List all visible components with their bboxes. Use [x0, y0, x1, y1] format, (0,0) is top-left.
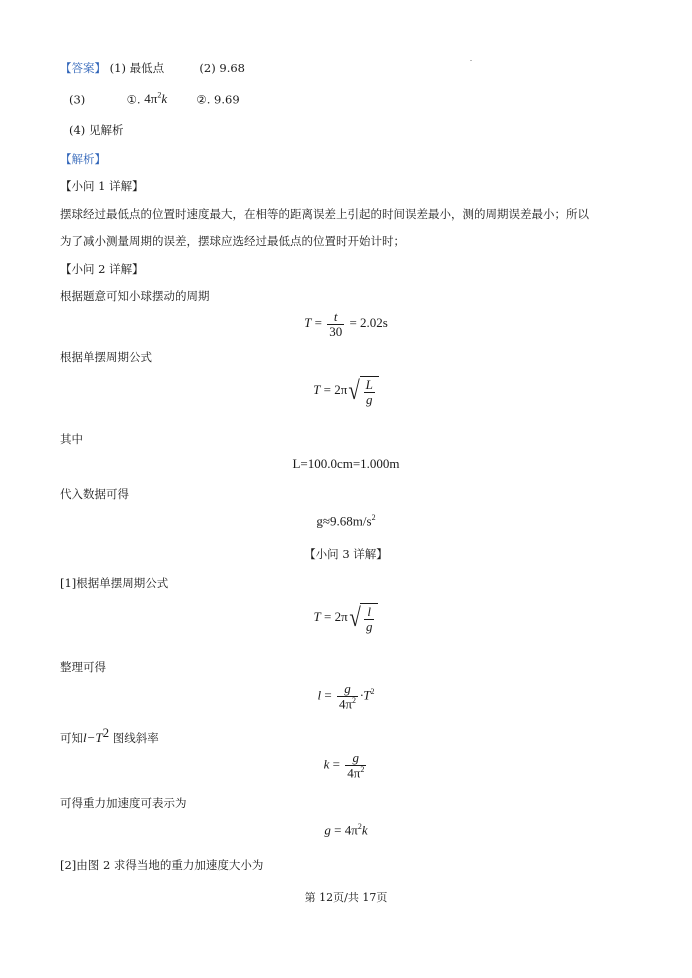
equation-pendulum-period-2 — [0, 603, 692, 633]
eq8-rhs: 4π — [344, 822, 358, 838]
eq7-lhs: k — [323, 756, 330, 772]
eq2-equals: = — [323, 382, 331, 398]
answer-part-2-num: (2) — [199, 61, 216, 75]
q2-heading: 【小问 2 详解】 — [60, 262, 144, 276]
equation-period-value — [0, 310, 692, 338]
equation-gravity-result — [0, 513, 692, 529]
eq1-fraction — [327, 310, 344, 338]
eq8-lhs: g — [324, 822, 331, 838]
eq6-numerator: g — [337, 682, 358, 697]
q3-heading: 【小问 3 详解】 — [304, 547, 388, 561]
eq8-var: k — [361, 822, 368, 838]
eq7-fraction — [345, 751, 366, 780]
answer-line-3 — [69, 91, 240, 107]
eq1-result: 2.02s — [360, 315, 388, 331]
q3-line-3 — [60, 725, 159, 746]
eq1-lhs: T — [304, 315, 312, 331]
q1-heading: 【小问 1 详解】 — [60, 179, 144, 193]
equation-rearranged — [0, 682, 692, 711]
answer-line-4 — [69, 122, 123, 138]
eq2-denominator: g — [365, 391, 373, 407]
eq6-equals: = — [324, 687, 332, 703]
answer-part-4-num: (4) — [69, 123, 86, 137]
eq2-coefficient: 2π — [334, 382, 348, 398]
q2-line-2: 根据单摆周期公式 — [60, 350, 152, 364]
q2-line-3: 其中 — [60, 432, 83, 446]
eq6-denominator: 4π — [338, 695, 353, 711]
eq5-lhs: T — [313, 609, 321, 625]
analysis-tag: 【解析】 — [60, 152, 106, 166]
answer-part-1-text: 最低点 — [129, 61, 165, 75]
scan-speck — [470, 60, 472, 61]
answer-part-3-a-label: ①. — [126, 92, 141, 107]
eq7-numerator: g — [345, 751, 366, 766]
q3-line-3-post: 图线斜率 — [112, 730, 159, 745]
eq1-denominator: 30 — [329, 323, 343, 339]
eq8-exp: 2 — [357, 822, 362, 831]
q2-line-4: 代入数据可得 — [60, 487, 129, 501]
eq5-numerator: l — [364, 605, 375, 620]
eq2-sqrt: √ $\frac{L}{g}$ — [347, 376, 379, 406]
answer-line-1 — [60, 60, 245, 76]
equation-slope — [0, 751, 692, 780]
q3-line-3-exp: 2 — [102, 725, 110, 740]
answer-tag: 【答案】 — [60, 61, 106, 75]
page-footer: 第 12页/共 17页 — [304, 891, 388, 904]
answer-part-3-a-expr: 4π — [144, 91, 158, 107]
answer-part-3-a-exp: 2 — [157, 91, 162, 100]
eq2-lhs: T — [313, 382, 321, 398]
eq5-sqrt: √ $\frac{l}{g}$ — [348, 603, 379, 633]
eq4-exp: 2 — [371, 513, 376, 522]
eq1-equals: = — [314, 315, 322, 331]
q3-line-2: 整理可得 — [60, 660, 106, 674]
answer-part-3-b-label: ②. — [196, 92, 211, 107]
q3-line-3-math: l−T — [83, 729, 103, 745]
eq5-coefficient: 2π — [334, 609, 348, 625]
eq1-numerator: t — [327, 310, 344, 325]
answer-part-3-a-var: k — [161, 91, 168, 107]
q1-line-2: 为了减小测量周期的误差，摆球应选经过最低点的位置时开始计时； — [60, 234, 405, 248]
eq6-fraction — [337, 682, 358, 711]
answer-part-4-text: 见解析 — [88, 123, 124, 137]
eq7-equals: = — [332, 756, 341, 772]
q3-line-3-pre: 可知 — [60, 730, 83, 745]
equation-length: L=100.0cm=1.000m — [292, 456, 400, 471]
eq4-text: g≈9.68m/s — [316, 513, 372, 529]
eq5-denominator: g — [365, 618, 373, 634]
eq7-denominator: 4π — [347, 764, 361, 780]
answer-part-1-num: (1) — [109, 61, 126, 75]
q3-line-1: [1]根据单摆周期公式 — [60, 576, 169, 590]
answer-part-3-num: (3) — [69, 92, 86, 107]
q3-line-4: 可得重力加速度可表示为 — [60, 796, 187, 810]
eq1-equals-2: = — [349, 315, 357, 331]
eq6-den-exp: 2 — [352, 695, 357, 705]
eq6-lhs: l — [317, 687, 322, 703]
q3-line-5: [2]由图 2 求得当地的重力加速度大小为 — [60, 858, 264, 872]
q2-line-1: 根据题意可知小球摆动的周期 — [60, 289, 210, 303]
equation-gravity-expression — [0, 822, 692, 838]
eq6-tail: ·T — [360, 687, 371, 703]
equation-pendulum-period — [0, 376, 692, 406]
q1-line-1: 摆球经过最低点的位置时速度最大，在相等的距离误差上引起的时间误差最小，测的周期误差最小；所以 — [60, 207, 589, 221]
eq6-tail-exp: 2 — [370, 686, 375, 696]
eq5-equals: = — [324, 609, 332, 625]
eq7-den-exp: 2 — [360, 764, 365, 774]
answer-part-2-value: 9.68 — [219, 61, 245, 75]
eq2-numerator: L — [365, 377, 373, 392]
eq8-equals: = — [334, 822, 342, 838]
answer-part-3-b-value: 9.69 — [214, 92, 240, 107]
